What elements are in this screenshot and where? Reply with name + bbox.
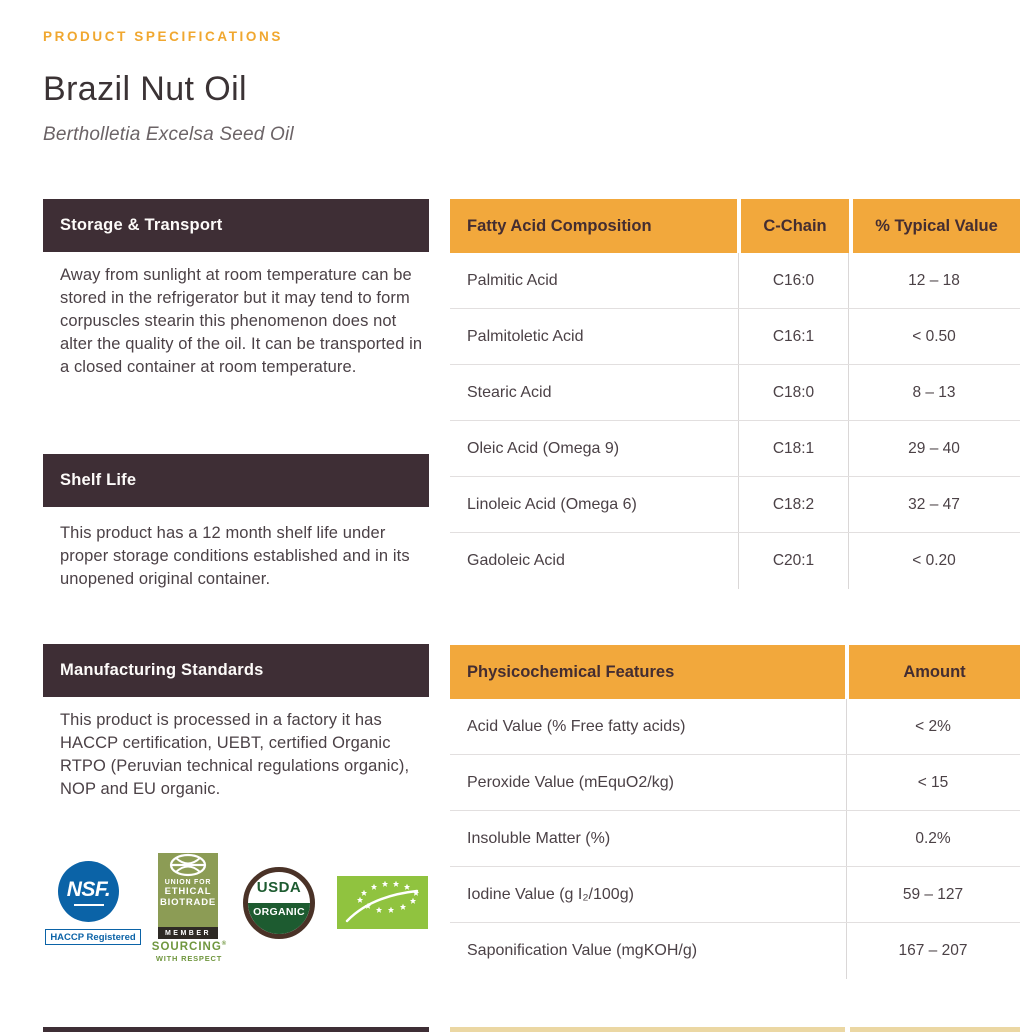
fatty-acid-value: 29 – 40 (908, 439, 960, 457)
table-row (450, 309, 1020, 365)
fatty-acid-name: Linoleic Acid (Omega 6) (450, 477, 739, 532)
uebt-sourcing-text: SOURCING (151, 941, 222, 953)
uebt-member-bar: MEMBER (158, 927, 218, 939)
fatty-acid-table-header (450, 199, 1020, 253)
section-header-manufacturing (43, 644, 429, 697)
physicochemical-header-amount: Amount (849, 645, 1020, 699)
eu-star-leaf-icon (337, 876, 428, 929)
feature-name: Acid Value (% Free fatty acids) (450, 699, 847, 754)
table-row (450, 253, 1020, 309)
physicochemical-table-body (450, 699, 1020, 979)
fatty-acid-header-value: % Typical Value (853, 199, 1020, 253)
table-row (450, 421, 1020, 477)
page-subtitle: Bertholletia Excelsa Seed Oil (43, 124, 294, 145)
fatty-acid-value: < 0.50 (912, 327, 956, 345)
nsf-label: NSF. (66, 877, 111, 901)
fatty-acid-name: Stearic Acid (450, 365, 739, 420)
uebt-globe-icon (168, 853, 208, 877)
fatty-acid-chain: C16:1 (739, 309, 849, 364)
feature-amount: < 2% (915, 717, 951, 735)
fatty-acid-value: 8 – 13 (912, 383, 956, 401)
feature-name: Iodine Value (g I₂/100g) (450, 867, 847, 922)
section-header-shelf-life (43, 454, 429, 507)
table-row (450, 533, 1020, 589)
feature-amount: 59 – 127 (902, 885, 964, 903)
table-row (450, 867, 1020, 923)
feature-name: Peroxide Value (mEquO2/kg) (450, 755, 847, 810)
table-row (450, 923, 1020, 979)
fatty-acid-chain: C16:0 (739, 253, 849, 308)
usda-top-label: USDA (256, 879, 302, 896)
section-title-storage: Storage & Transport (60, 216, 223, 234)
feature-name: Saponification Value (mgKOH/g) (450, 923, 847, 979)
uebt-line3: BIOTRADE (159, 897, 216, 908)
feature-name: Insoluble Matter (%) (450, 811, 847, 866)
uebt-logo-icon (158, 853, 218, 939)
fatty-acid-name: Gadoleic Acid (450, 533, 739, 589)
section-header-storage (43, 199, 429, 252)
fatty-acid-chain: C20:1 (739, 533, 849, 589)
uebt-sourcing-label (150, 941, 228, 953)
next-table-header-partial (850, 1027, 1020, 1032)
feature-amount: < 15 (917, 773, 949, 791)
fatty-acid-table-body (450, 253, 1020, 589)
uebt-line1: UNION FOR (164, 879, 212, 886)
fatty-acid-value: 12 – 18 (908, 271, 960, 289)
fatty-acid-name: Oleic Acid (Omega 9) (450, 421, 739, 476)
eu-organic-logo-icon (337, 876, 428, 929)
nsf-logo-icon (58, 861, 119, 922)
feature-amount: 0.2% (915, 829, 951, 847)
table-row (450, 699, 1020, 755)
uebt-line2: ETHICAL (164, 886, 212, 897)
section-title-shelf-life: Shelf Life (60, 471, 137, 489)
fatty-acid-value: 32 – 47 (908, 495, 960, 513)
nsf-haccp-badge: HACCP Registered (45, 929, 141, 945)
physicochemical-header-name: Physicochemical Features (450, 645, 845, 699)
fatty-acid-value: < 0.20 (912, 552, 956, 569)
feature-amount: 167 – 207 (898, 942, 968, 959)
section-body-manufacturing: This product is processed in a factory it has HACCP certification, UEBT, certified Organic RTPO (Peruvian technical regulations organic), NOP and EU organic. (60, 711, 410, 798)
usda-bottom-label: ORGANIC (248, 903, 310, 934)
uebt-respect-label: WITH RESPECT (155, 954, 223, 963)
page-eyebrow: PRODUCT SPECIFICATIONS (43, 29, 283, 44)
table-row (450, 477, 1020, 533)
fatty-acid-name: Palmitoletic Acid (450, 309, 739, 364)
next-section-header-partial (43, 1027, 429, 1032)
nsf-underline (74, 904, 104, 906)
section-title-manufacturing: Manufacturing Standards (60, 661, 264, 679)
page-title: Brazil Nut Oil (43, 70, 247, 108)
uebt-registered-mark: ® (221, 941, 227, 948)
fatty-acid-header-chain: C-Chain (741, 199, 849, 253)
fatty-acid-header-name: Fatty Acid Composition (450, 199, 737, 253)
fatty-acid-name: Palmitic Acid (450, 253, 739, 308)
physicochemical-table-header (450, 645, 1020, 699)
fatty-acid-chain: C18:1 (739, 421, 849, 476)
table-row (450, 755, 1020, 811)
table-row (450, 365, 1020, 421)
section-body-shelf-life: This product has a 12 month shelf life under proper storage conditions established and in its unopened original container. (60, 524, 410, 588)
fatty-acid-chain: C18:0 (739, 365, 849, 420)
fatty-acid-chain: C18:2 (739, 477, 849, 532)
table-row (450, 811, 1020, 867)
section-body-storage: Away from sunlight at room temperature can be stored in the refrigerator but it may tend to form corpuscles stearin this phenomenon does not alter the quality of the oil. It can be transported in a closed container at room temperature. (60, 266, 423, 376)
next-table-header-partial (450, 1027, 845, 1032)
usda-organic-logo-icon (243, 867, 315, 939)
